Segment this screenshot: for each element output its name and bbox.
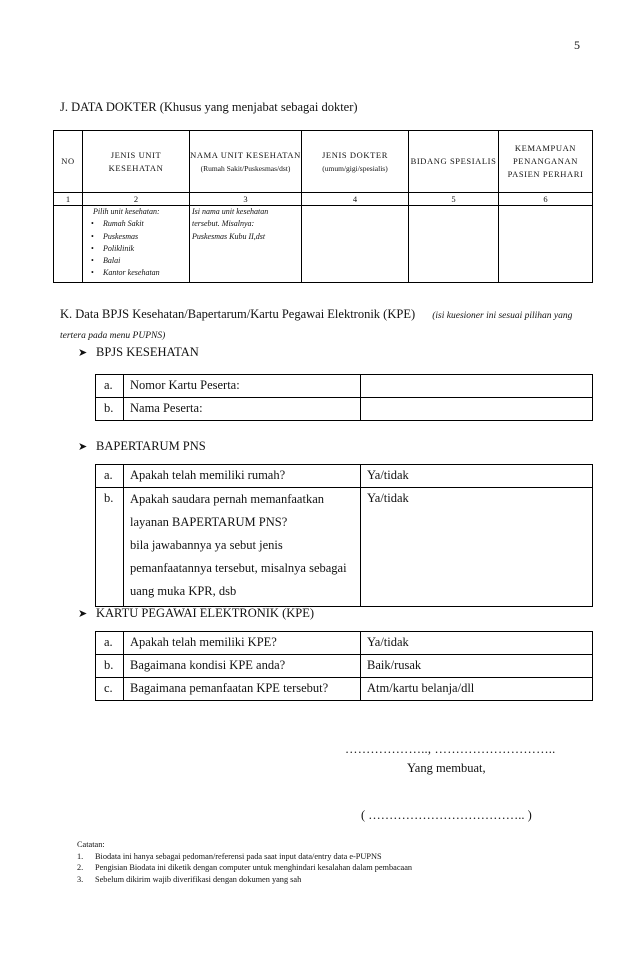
row-letter: c.: [96, 678, 124, 701]
row-label: Apakah telah memiliki KPE?: [124, 632, 361, 655]
bapertarum-table: [95, 464, 593, 607]
question-line: uang muka KPR, dsb: [130, 584, 237, 598]
no-cell[interactable]: [54, 206, 83, 283]
row-letter: b.: [96, 655, 124, 678]
unit-options-list: [83, 218, 189, 279]
nomor-kartu-field[interactable]: [361, 375, 593, 398]
header-no: NO: [54, 131, 83, 193]
row-letter: a.: [96, 375, 124, 398]
header-jenis-unit: JENIS UNIT KESEHATAN: [83, 131, 190, 193]
index-cell: 2: [83, 193, 190, 206]
section-j-title: J. DATA DOKTER (Khusus yang menjabat sebagai dokter): [60, 100, 358, 114]
notes-block: [77, 839, 412, 885]
list-item: [77, 874, 412, 886]
dokter-index-row: [54, 193, 593, 206]
unit-option: • Kantor kesehatan: [91, 267, 189, 279]
kondisi-kpe-field[interactable]: Baik/rusak: [361, 655, 593, 678]
table-row: [96, 488, 593, 607]
header-nama-unit: [190, 131, 302, 193]
nama-unit-note: Isi nama unit kesehatan tersebut. Misalnya: Puskesmas Kubu II,dst: [192, 207, 269, 241]
row-label: Bagaimana kondisi KPE anda?: [124, 655, 361, 678]
memiliki-rumah-field[interactable]: Ya/tidak: [361, 465, 593, 488]
bpjs-table: [95, 374, 593, 421]
bpjs-heading-label: BPJS KESEHATAN: [96, 345, 199, 359]
nama-peserta-field[interactable]: [361, 398, 593, 421]
row-label: Nama Peserta:: [124, 398, 361, 421]
note-number: 1.: [77, 851, 84, 861]
table-row: [96, 398, 593, 421]
unit-option: • Poliklinik: [91, 243, 189, 255]
bapertarum-heading-label: BAPERTARUM PNS: [96, 439, 206, 453]
nama-unit-cell[interactable]: [190, 206, 302, 283]
table-row: [96, 655, 593, 678]
dokter-header-row: [54, 131, 593, 193]
note-text: Biodata ini hanya sebagai pedoman/referensi pada saat input data/entry data e-PUPNS: [95, 851, 382, 861]
unit-option: • Puskesmas: [91, 231, 189, 243]
dokter-input-row: [54, 206, 593, 283]
arrow-bullet-icon: ➤: [78, 441, 88, 453]
note-number: 3.: [77, 874, 84, 884]
section-k-heading: K. Data BPJS Kesehatan/Bapertarum/Kartu Pegawai Elektronik (KPE): [60, 307, 416, 321]
jenis-unit-cell[interactable]: [83, 206, 190, 283]
index-cell: 3: [190, 193, 302, 206]
table-row: [96, 375, 593, 398]
row-label: [124, 488, 361, 607]
maker-label: Yang membuat,: [407, 761, 486, 775]
bapertarum-heading: [78, 439, 206, 454]
section-k-note: (isi kuesioner ini sesuai pilihan yang tertera pada menu PUPNS): [60, 311, 573, 341]
list-item: [77, 851, 412, 863]
note-text: Sebelum dikirim wajib diverifikasi dengan dokumen yang sah: [95, 874, 302, 884]
list-item: [77, 862, 412, 874]
pemanfaatan-kpe-field[interactable]: Atm/kartu belanja/dll: [361, 678, 593, 701]
question-line: pemanfaatannya tersebut, misalnya sebagai: [130, 561, 347, 575]
header-bidang: BIDANG SPESIALIS: [409, 131, 499, 193]
row-label: Bagaimana pemanfaatan KPE tersebut?: [124, 678, 361, 701]
header-jenis-dokter-label: JENIS DOKTER: [322, 149, 388, 160]
header-jenis-dokter-sub: (umum/gigi/spesialis): [322, 163, 388, 173]
question-line: layanan BAPERTARUM PNS?: [130, 515, 288, 529]
index-cell: 4: [302, 193, 409, 206]
page-number: 5: [574, 38, 580, 52]
row-letter: b.: [96, 488, 124, 607]
notes-title: Catatan:: [77, 840, 105, 849]
question-line: Apakah saudara pernah memanfaatkan: [130, 492, 325, 506]
table-row: [96, 678, 593, 701]
dokter-table: [53, 130, 593, 283]
kpe-heading-label: KARTU PEGAWAI ELEKTRONIK (KPE): [96, 606, 315, 620]
unit-option: • Balai: [91, 255, 189, 267]
row-letter: a.: [96, 632, 124, 655]
table-row: [96, 465, 593, 488]
question-line: bila jawabannya ya sebut jenis: [130, 538, 283, 552]
memiliki-kpe-field[interactable]: Ya/tidak: [361, 632, 593, 655]
jenis-dokter-cell[interactable]: [302, 206, 409, 283]
kpe-heading: [78, 606, 314, 621]
header-nama-unit-sub: (Rumah Sakit/Puskesmas/dst): [200, 163, 291, 173]
pemanfaatan-field[interactable]: Ya/tidak: [361, 488, 593, 607]
row-label: Nomor Kartu Peserta:: [124, 375, 361, 398]
kpe-table: [95, 631, 593, 701]
place-date-line[interactable]: ……………….., ………………………..: [345, 742, 556, 756]
kemampuan-cell[interactable]: [499, 206, 593, 283]
signature-name-line[interactable]: ( ……………………………….. ): [361, 808, 532, 822]
unit-option: • Rumah Sakit: [91, 218, 189, 230]
arrow-bullet-icon: ➤: [78, 347, 88, 359]
header-nama-unit-label: NAMA UNIT KESEHATAN: [190, 149, 301, 160]
row-label: Apakah telah memiliki rumah?: [124, 465, 361, 488]
row-letter: b.: [96, 398, 124, 421]
index-cell: 6: [499, 193, 593, 206]
pilih-label: Pilih unit kesehatan:: [93, 207, 160, 216]
note-text: Pengisian Biodata ini diketik dengan computer untuk menghindari kesalahan dalam pembacaan: [95, 863, 413, 873]
header-jenis-dokter: [302, 131, 409, 193]
table-row: [96, 632, 593, 655]
bidang-cell[interactable]: [409, 206, 499, 283]
index-cell: 5: [409, 193, 499, 206]
note-number: 2.: [77, 863, 84, 873]
index-cell: 1: [54, 193, 83, 206]
row-letter: a.: [96, 465, 124, 488]
arrow-bullet-icon: ➤: [78, 608, 88, 620]
section-k-title: [60, 305, 590, 345]
bpjs-heading: [78, 345, 199, 360]
notes-list: [77, 851, 412, 886]
header-kemampuan: KEMAMPUAN PENANGANAN PASIEN PERHARI: [499, 131, 593, 193]
